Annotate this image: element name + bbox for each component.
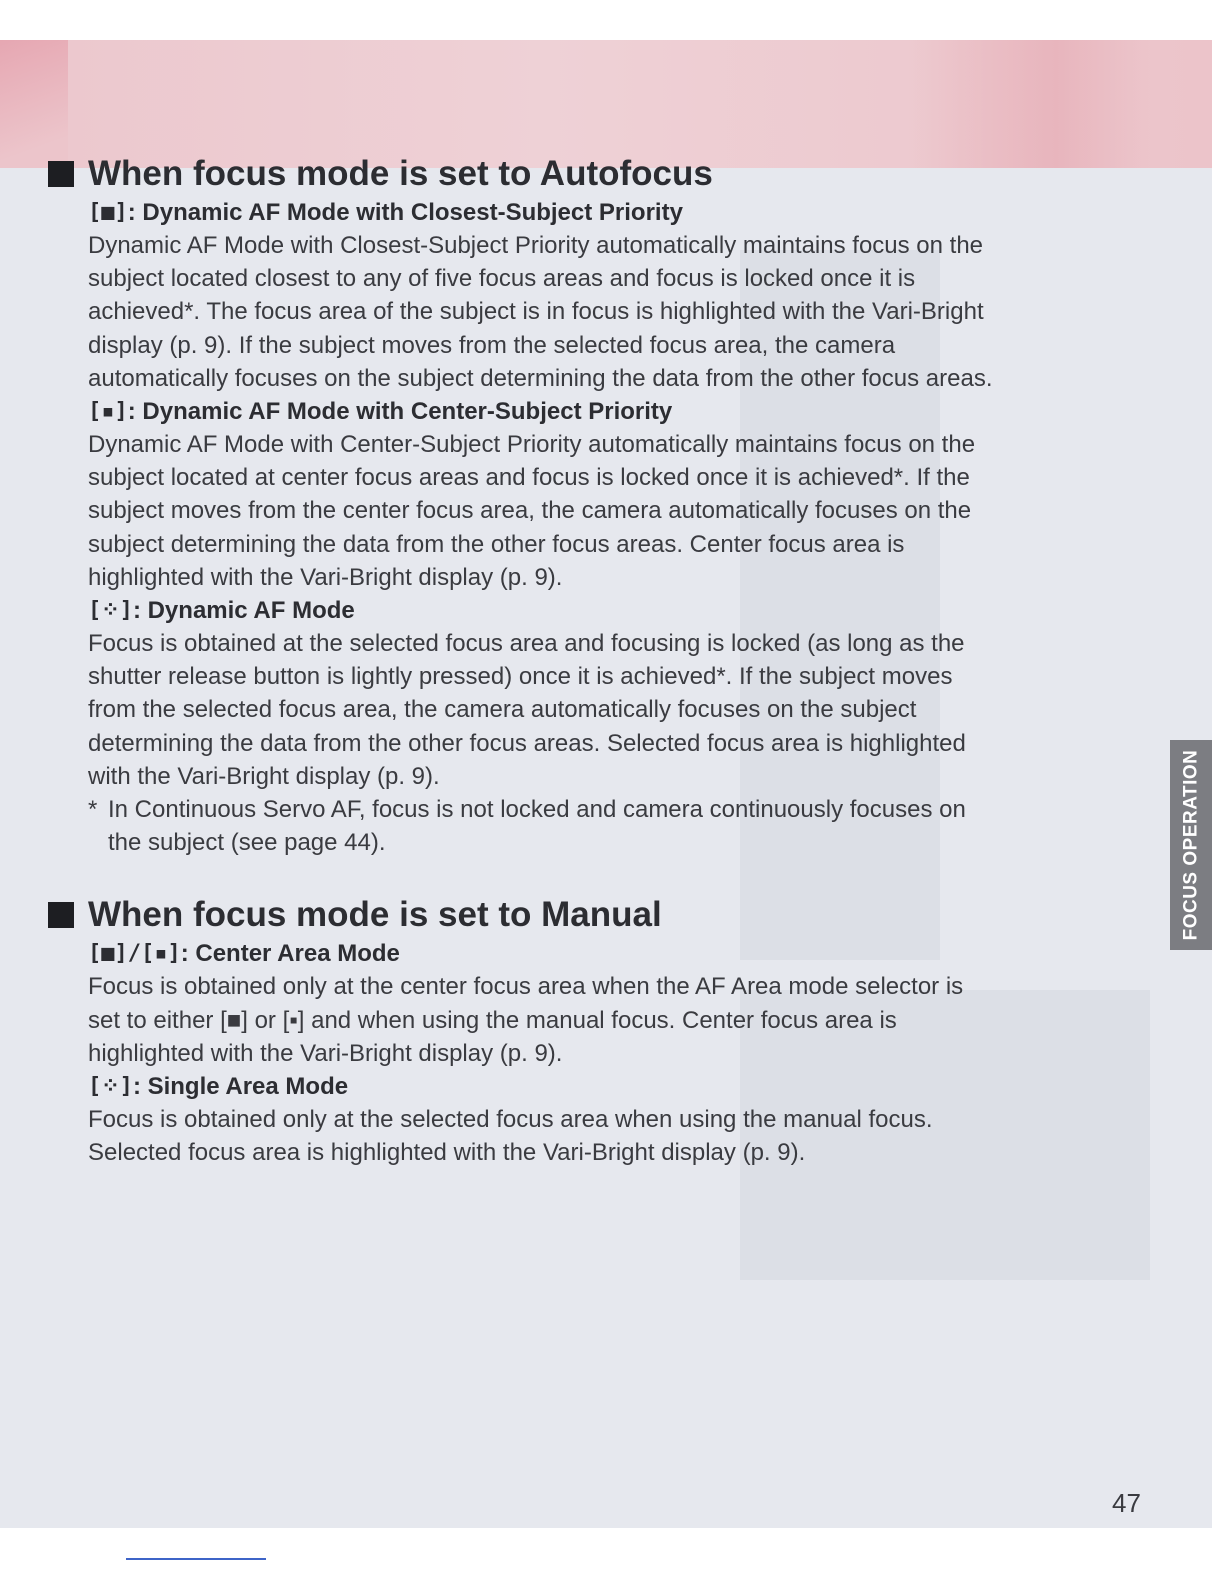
paragraph-line: highlighted with the Vari-Bright display (p. 9). [88,1039,563,1067]
paragraph-line: automatically focuses on the subject determining the data from the other focus areas. [88,364,993,392]
paragraph-line: determining the data from the other focus areas. Selected focus area is highlighted [88,729,966,757]
paragraph-line: subject determining the data from the other focus areas. Center focus area is [88,530,905,558]
center-area-heading [88,937,1158,970]
paragraph-line: Selected focus area is highlighted with the Vari-Bright display (p. 9). [88,1139,806,1167]
dynamic-af-heading [88,594,1158,627]
square-bullet-icon [48,161,74,187]
closest-subject-title: : Dynamic AF Mode with Closest-Subject Priority [127,199,683,226]
continuous-servo-footnote [88,793,1158,859]
center-subject-symbol-icon: [▪] [88,399,128,425]
square-bullet-icon [48,902,74,928]
paragraph-line: Dynamic AF Mode with Closest-Subject Priority automatically maintains focus on the [88,232,984,259]
manual-heading [48,893,1158,937]
paragraph-line: subject moves from the center focus area, the camera automatically focuses on the [88,497,972,525]
center-area-symbol-icon: [■]/[▪] [88,941,181,967]
single-area-heading [88,1070,1158,1103]
center-subject-title: : Dynamic AF Mode with Center-Subject Priority [127,398,673,426]
paragraph-line: Focus is obtained only at the center focus area when the AF Area mode selector is [88,973,964,1001]
center-subject-paragraph [88,428,1158,594]
paragraph-line: with the Vari-Bright display (p. 9). [88,762,440,790]
paragraph-line: Focus is obtained at the selected focus area and focusing is locked (as long as the [88,630,965,658]
bottom-rule [126,1558,266,1560]
dynamic-af-symbol-icon: [⁘] [88,598,133,624]
manual-heading-text: When focus mode is set to Manual [88,895,662,935]
paragraph-line: Focus is obtained only at the selected focus area when using the manual focus. [88,1106,933,1134]
paragraph-line: shutter release button is lightly pressed) once it is achieved*. If the subject moves [88,663,953,691]
section-side-tab-label: FOCUS OPERATION [1180,749,1202,941]
single-area-paragraph [88,1103,1158,1169]
single-area-title: : Single Area Mode [132,1073,349,1101]
header-band-shade-right [912,40,1152,168]
footnote-asterisk: * [88,796,98,824]
closest-subject-symbol-icon: [■] [88,200,128,225]
page-content [48,152,1158,1169]
footnote-line: In Continuous Servo AF, focus is not locked and camera continuously focuses on [108,796,966,824]
autofocus-heading-text: When focus mode is set to Autofocus [88,154,713,193]
paragraph-line: set to either [■] or [▪] and when using the manual focus. Center focus area is [88,1006,897,1034]
closest-subject-paragraph [88,229,1158,395]
header-band-shade-left [0,40,68,168]
center-subject-heading [88,395,1158,428]
paragraph-line: display (p. 9). If the subject moves from the selected focus area, the camera [88,331,896,359]
paragraph-line: Dynamic AF Mode with Center-Subject Priority automatically maintains focus on the [88,431,976,459]
dynamic-af-paragraph [88,627,1158,793]
paragraph-line: subject located closest to any of five focus areas and focus is locked once it is [88,265,916,293]
paragraph-line: from the selected focus area, the camera automatically focuses on the subject [88,696,917,724]
single-area-symbol-icon: [⁘] [88,1074,133,1100]
paragraph-line: highlighted with the Vari-Bright display (p. 9). [88,563,563,591]
center-area-paragraph [88,970,1158,1070]
center-area-title: : Center Area Mode [180,940,400,968]
closest-subject-heading [88,196,1158,229]
dynamic-af-title: : Dynamic AF Mode [132,597,355,625]
footnote-line: the subject (see page 44). [108,829,386,857]
page-number: 47 [1112,1488,1141,1518]
section-side-tab [1170,740,1212,950]
header-band [0,40,1212,168]
autofocus-heading [48,152,1158,196]
paragraph-line: subject located at center focus areas and focus is locked once it is achieved*. If the [88,464,970,492]
paragraph-line: achieved*. The focus area of the subject is in focus is highlighted with the Vari-Bright [88,298,984,326]
